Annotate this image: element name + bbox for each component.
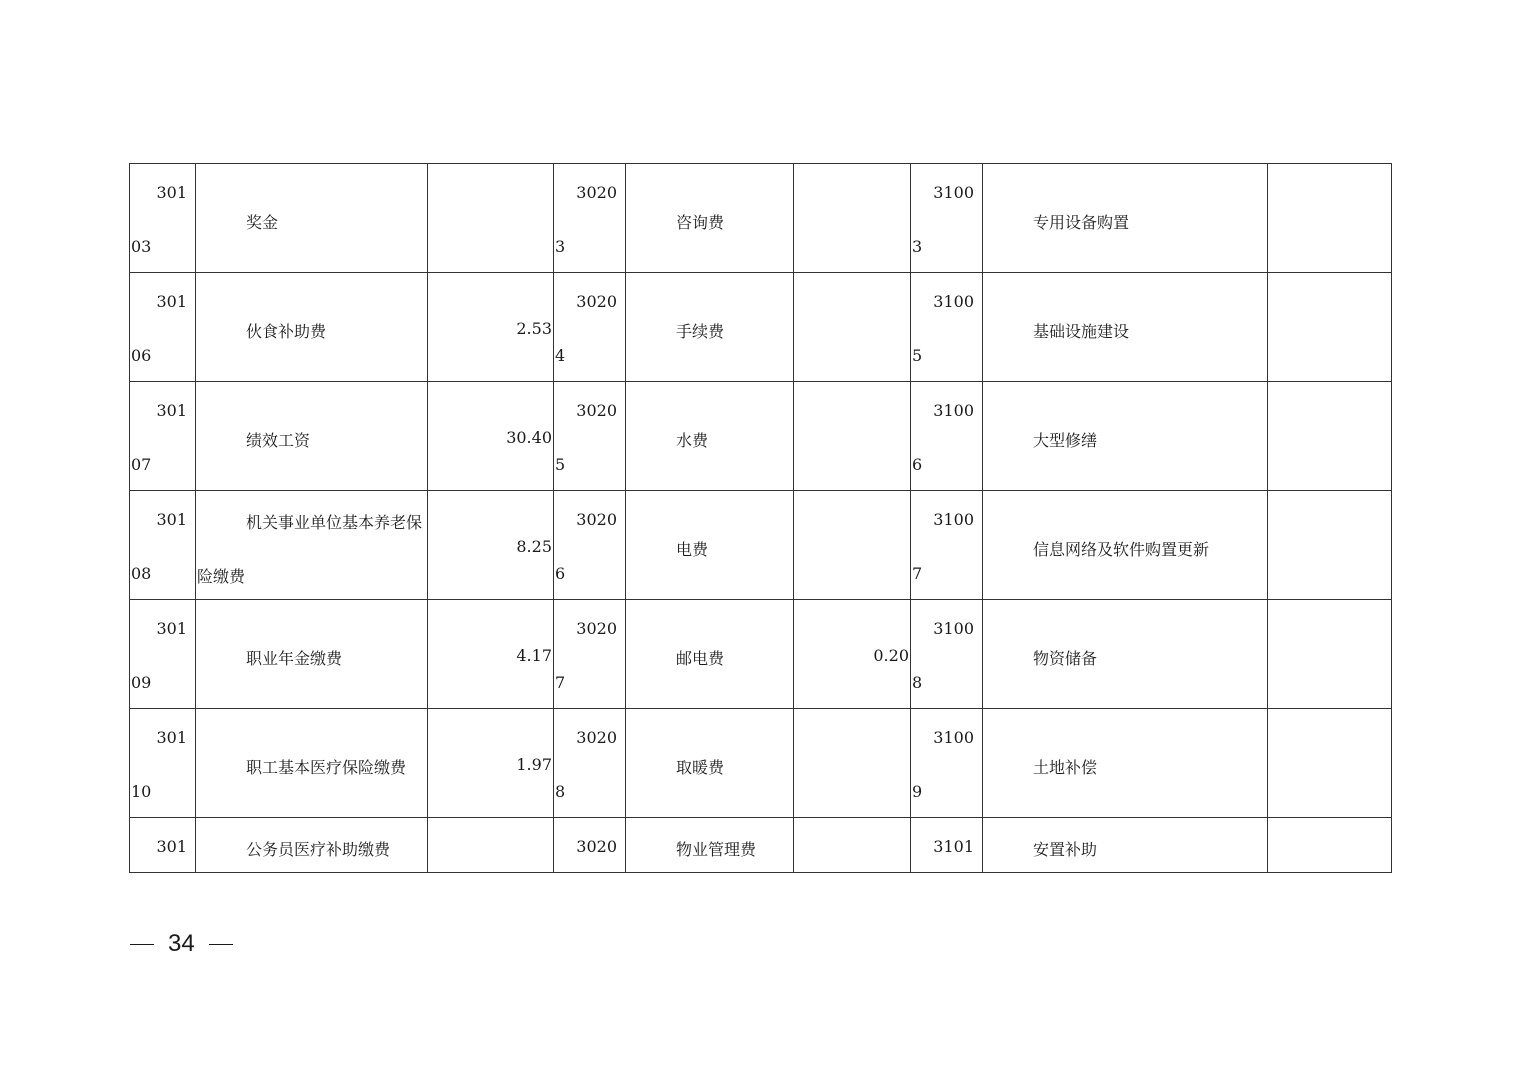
name-cell	[983, 382, 1268, 491]
item-name-line2: 险缴费	[197, 567, 246, 586]
code-bottom: 8	[555, 782, 566, 801]
table-row	[130, 818, 1392, 873]
code-bottom: 10	[131, 782, 152, 801]
item-name: 基础设施建设	[1033, 322, 1130, 341]
name-cell	[626, 273, 794, 382]
amount-cell	[428, 818, 554, 873]
code-cell	[911, 818, 983, 873]
code-bottom: 09	[131, 673, 152, 692]
item-name: 手续费	[676, 322, 725, 341]
item-name-line1: 机关事业单位基本养老保	[246, 513, 423, 532]
item-amount: 2.53	[516, 319, 552, 338]
item-name: 土地补偿	[1033, 758, 1098, 777]
name-cell	[983, 600, 1268, 709]
code-top: 3020	[576, 401, 617, 420]
amount-cell	[1268, 491, 1392, 600]
code-top: 3020	[576, 183, 617, 202]
code-bottom: 7	[912, 564, 923, 583]
name-cell	[626, 818, 794, 873]
code-top: 3100	[933, 401, 974, 420]
name-cell	[626, 709, 794, 818]
item-name: 职工基本医疗保险缴费	[246, 758, 407, 777]
name-cell	[196, 491, 428, 600]
name-cell	[196, 818, 428, 873]
code-cell	[554, 600, 626, 709]
footer-dash-right	[209, 944, 233, 945]
code-top: 3020	[576, 292, 617, 311]
item-name: 咨询费	[676, 213, 725, 232]
name-cell	[196, 600, 428, 709]
item-name: 绩效工资	[246, 431, 311, 450]
page-number: 34	[168, 930, 195, 957]
item-name: 公务员医疗补助缴费	[246, 840, 391, 859]
item-name: 伙食补助费	[246, 322, 327, 341]
amount-cell	[794, 491, 911, 600]
item-name: 安置补助	[1033, 840, 1098, 859]
amount-cell	[428, 709, 554, 818]
code-top: 3100	[933, 183, 974, 202]
code-cell	[130, 164, 196, 273]
item-amount: 30.40	[506, 428, 552, 447]
code-bottom: 06	[131, 346, 152, 365]
item-name: 取暖费	[676, 758, 725, 777]
name-cell	[626, 600, 794, 709]
item-name: 专用设备购置	[1033, 213, 1130, 232]
item-name: 大型修缮	[1033, 431, 1098, 450]
table-row	[130, 164, 1392, 273]
amount-cell	[794, 818, 911, 873]
amount-cell	[428, 491, 554, 600]
code-top: 3020	[576, 619, 617, 638]
code-cell	[554, 382, 626, 491]
code-cell	[554, 273, 626, 382]
code-bottom: 5	[555, 455, 566, 474]
name-cell	[626, 164, 794, 273]
name-cell	[983, 491, 1268, 600]
code-bottom: 3	[912, 237, 923, 256]
amount-cell	[428, 600, 554, 709]
code-bottom: 4	[555, 346, 566, 365]
item-amount: 4.17	[516, 646, 552, 665]
code-cell	[554, 709, 626, 818]
name-cell	[196, 382, 428, 491]
code-top: 301	[156, 728, 187, 747]
amount-cell	[794, 382, 911, 491]
amount-cell	[428, 382, 554, 491]
name-cell	[196, 273, 428, 382]
item-name: 物业管理费	[676, 840, 757, 859]
code-bottom: 7	[555, 673, 566, 692]
code-cell	[554, 818, 626, 873]
code-cell	[130, 818, 196, 873]
code-top: 3020	[576, 837, 617, 856]
code-top: 3100	[933, 728, 974, 747]
code-cell	[911, 164, 983, 273]
code-bottom: 6	[555, 564, 566, 583]
amount-cell	[1268, 164, 1392, 273]
code-bottom: 03	[131, 237, 152, 256]
name-cell	[196, 164, 428, 273]
code-top: 301	[156, 510, 187, 529]
amount-cell	[794, 164, 911, 273]
amount-cell	[1268, 273, 1392, 382]
code-cell	[911, 491, 983, 600]
name-cell	[983, 273, 1268, 382]
name-cell	[626, 382, 794, 491]
item-amount: 0.20	[873, 646, 909, 665]
code-top: 3100	[933, 619, 974, 638]
table-row	[130, 382, 1392, 491]
table-row	[130, 273, 1392, 382]
code-top: 301	[156, 619, 187, 638]
name-cell	[626, 491, 794, 600]
item-name: 邮电费	[676, 649, 725, 668]
item-name: 奖金	[246, 213, 279, 232]
code-bottom: 8	[912, 673, 923, 692]
name-cell	[983, 818, 1268, 873]
code-cell	[554, 164, 626, 273]
table-row	[130, 600, 1392, 709]
code-top: 301	[156, 401, 187, 420]
code-top: 301	[156, 292, 187, 311]
code-top: 3020	[576, 728, 617, 747]
code-cell	[130, 273, 196, 382]
code-cell	[130, 491, 196, 600]
code-bottom: 9	[912, 782, 923, 801]
amount-cell	[1268, 709, 1392, 818]
code-cell	[130, 709, 196, 818]
code-bottom: 5	[912, 346, 923, 365]
code-top: 3100	[933, 510, 974, 529]
code-top: 301	[156, 837, 187, 856]
footer-dash-left	[130, 944, 154, 945]
code-top: 3100	[933, 292, 974, 311]
item-name: 职业年金缴费	[246, 649, 343, 668]
code-top: 3101	[933, 837, 974, 856]
table-row	[130, 491, 1392, 600]
code-cell	[911, 382, 983, 491]
budget-table	[129, 163, 1392, 873]
code-top: 301	[156, 183, 187, 202]
amount-cell	[794, 600, 911, 709]
code-bottom: 07	[131, 455, 152, 474]
code-bottom: 3	[555, 237, 566, 256]
code-cell	[911, 273, 983, 382]
item-name: 信息网络及软件购置更新	[1033, 540, 1210, 559]
item-name: 物资储备	[1033, 649, 1098, 668]
code-cell	[911, 600, 983, 709]
amount-cell	[1268, 600, 1392, 709]
item-name: 电费	[676, 540, 709, 559]
code-cell	[911, 709, 983, 818]
code-bottom: 6	[912, 455, 923, 474]
amount-cell	[794, 273, 911, 382]
code-bottom: 08	[131, 564, 152, 583]
code-cell	[130, 600, 196, 709]
code-cell	[130, 382, 196, 491]
amount-cell	[1268, 382, 1392, 491]
name-cell	[983, 164, 1268, 273]
code-top: 3020	[576, 510, 617, 529]
name-cell	[196, 709, 428, 818]
amount-cell	[428, 273, 554, 382]
amount-cell	[1268, 818, 1392, 873]
amount-cell	[428, 164, 554, 273]
item-amount: 8.25	[516, 537, 552, 556]
amount-cell	[794, 709, 911, 818]
name-cell	[983, 709, 1268, 818]
table-row	[130, 709, 1392, 818]
item-amount: 1.97	[516, 755, 552, 774]
code-cell	[554, 491, 626, 600]
page-footer	[130, 930, 247, 958]
item-name: 水费	[676, 431, 709, 450]
